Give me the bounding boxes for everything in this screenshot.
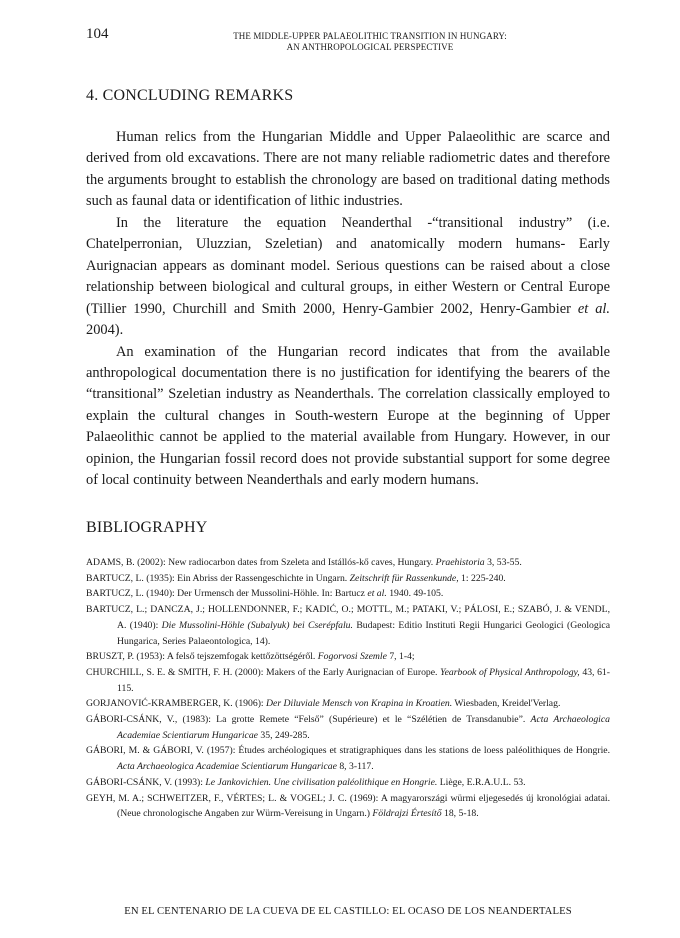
ref-italic: Der Diluviale Mensch von Krapina in Kroatien.	[266, 698, 453, 710]
ref-italic: Yearbook of Physical Anthropology,	[440, 666, 580, 678]
bibliography-entry	[86, 586, 610, 602]
paragraph-text: In the literature the equation Neanderthal -“transitional industry” (i.e. Chatelperronian, Uluzzian, Szeletian) and anatomically modern humans- Early Aurignacian appears as dominant model. Serious questions can be raised about a close relationship between biological and cultural groups, in either Western or Central Europe (Tillier 1990, Churchill and Smith 2000, Henry-Gambier 2002, Henry-Gambier	[86, 214, 610, 317]
section-title: 4. CONCLUDING REMARKS	[86, 87, 294, 104]
ref-italic: Die Mussolini-Höhle (Subalyuk) bei Cserépfalu.	[161, 619, 353, 631]
ref-text: 1: 225-240.	[458, 572, 506, 584]
ref-italic: Zeitschrift für Rassenkunde,	[349, 572, 459, 584]
paragraph: An examination of the Hungarian record indicates that from the available anthropological documentation there is no justification for identifying the bearers of the “transitional” Szeletian industry as Neanderthals. The correlation classically employed to explain the cultural changes in South-western Europe at the beginning of Upper Palaeolithic cannot be applied to the material available from Hungary. However, in our opinion, the Hungarian fossil record does not provide substantial support for some degree of local continuity between Neanderthals and early modern humans.	[86, 343, 610, 489]
ref-text: GÁBORI, M. & GÁBORI, V. (1957): Études archéologiques et stratigraphiques dans les stations de loess paléolithiques de Hongrie.	[86, 745, 610, 757]
bibliography-entry	[86, 649, 610, 665]
body-text	[86, 127, 610, 492]
ref-text: GÁBORI-CSÁNK, V. (1993):	[86, 776, 206, 788]
ref-text: BARTUCZ, L.; DANCZA, J.; HOLLENDONNER, F.; KADIĆ, O.; MOTTL, M.; PATAKI, V.; PÁLOSI, E.; SZABÓ, J. & VENDL, A. (1940):	[86, 604, 610, 631]
bibliography-list	[86, 555, 610, 822]
ref-text: 8, 3-117.	[336, 761, 374, 773]
ref-text: 35, 249-285.	[257, 729, 310, 741]
bibliography-entry	[86, 665, 610, 696]
ref-italic: Le Jankovichien. Une civilisation paléolithique en Hongrie.	[205, 776, 438, 788]
bibliography-entry	[86, 775, 610, 791]
paragraph: Human relics from the Hungarian Middle and Upper Palaeolithic are scarce and derived from old excavations. There are not many reliable radiometric dates and therefore the arguments brought to establish the chronology are based on traditional dating methods such as faunal data or identification of lithic industries.	[86, 129, 610, 210]
ref-text: Budapest: Editio Instituti Regii Hungarici Geologici (Geologica Hungarica, Series Palaeontologica, 14).	[117, 619, 611, 647]
bibliography-entry	[86, 602, 610, 649]
ref-text: 7, 1-4;	[386, 651, 415, 663]
ref-italic: Acta Archaeologica Academiae Scientiarum Hungaricae	[117, 714, 611, 741]
ref-text: CHURCHILL, S. E. & SMITH, F. H. (2000): Makers of the Early Aurignacian of Europe.	[86, 666, 441, 678]
ref-text: BARTUCZ, L. (1935): Ein Abriss der Rassengeschichte in Ungarn.	[86, 572, 350, 584]
ref-text: Liège, E.R.A.U.L. 53.	[437, 776, 526, 788]
paragraph-text: 2004).	[86, 322, 124, 339]
bibliography-entry	[86, 743, 610, 774]
ref-text: GEYH, M. A.; SCHWEITZER, F., VÉRTES; L. & VOGEL; J. C. (1969): A magyarországi würmi eljegesedés új kronológiai adatai. (Neue chronologische Angaben zur Würm-Vereisung in Ungarn.)	[86, 792, 610, 820]
ref-text: Wiesbaden, Kreidel'Verlag.	[452, 698, 561, 710]
ref-text: 43, 61-115.	[117, 666, 610, 694]
ref-text: BRUSZT, P. (1953): A felső tejszemfogak kettőzöttségéről.	[86, 651, 318, 663]
bibliography-entry	[86, 571, 610, 587]
ref-italic: Földrajzi Értesítő	[372, 808, 442, 820]
ref-text: 18, 5-18.	[441, 808, 479, 820]
bibliography-entry	[86, 712, 610, 743]
running-head	[170, 31, 570, 53]
ref-text: GÁBORI-CSÁNK, V., (1983): La grotte Remete “Felső” (Supérieure) et le “Szélétien de Transdanubie”.	[86, 714, 531, 726]
ref-italic: Fogorvosi Szemle	[317, 651, 387, 663]
ref-italic: Acta Archaeologica Academiae Scientiarum Hungaricae	[117, 761, 337, 773]
ref-text: 1940. 49-105.	[386, 588, 444, 600]
running-head-line-1: THE MIDDLE-UPPER PALAEOLITHIC TRANSITION IN HUNGARY:	[233, 31, 507, 41]
paragraph	[86, 213, 610, 342]
page-footer: EN EL CENTENARIO DE LA CUEVA DE EL CASTILLO: EL OCASO DE LOS NEANDERTALES	[124, 905, 572, 917]
ref-italic: Praehistoria	[435, 557, 485, 568]
ref-italic: et al.	[367, 588, 387, 600]
ref-text: ADAMS, B. (2002): New radiocarbon dates from Szeleta and Istállós-kő caves, Hungary.	[86, 557, 436, 568]
bibliography-entry	[86, 555, 610, 571]
bibliography-entry	[86, 791, 610, 822]
ref-text: 3, 53-55.	[484, 557, 522, 568]
ref-text: BARTUCZ, L. (1940): Der Urmensch der Mussolini-Höhle. In: Bartucz	[86, 588, 368, 600]
paragraph-italic: et al.	[577, 300, 610, 317]
running-head-line-2: AN ANTHROPOLOGICAL PERSPECTIVE	[286, 42, 454, 52]
bibliography-title: BIBLIOGRAPHY	[86, 519, 208, 536]
ref-text: GORJANOVIĆ-KRAMBERGER, K. (1906):	[86, 698, 267, 710]
page-number: 104	[86, 26, 109, 42]
bibliography-entry	[86, 696, 610, 712]
